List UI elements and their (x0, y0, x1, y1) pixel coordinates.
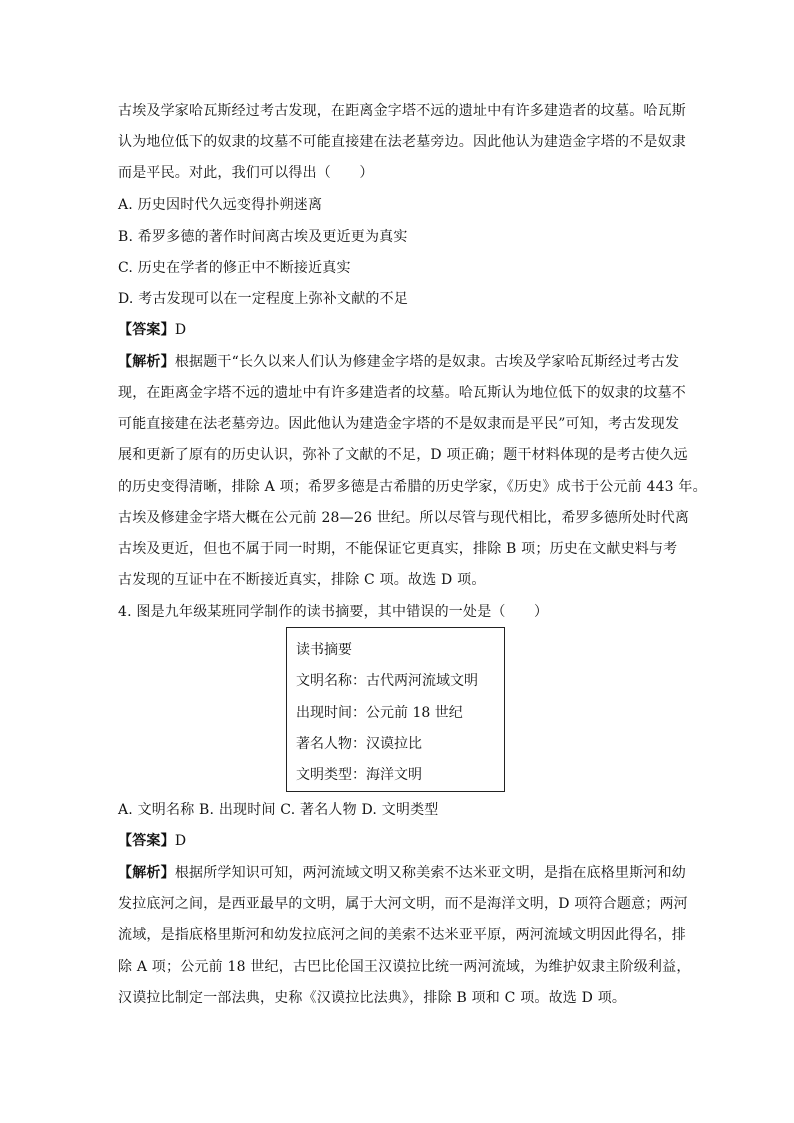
q3-option-d: D. 考古发现可以在一定程度上弥补文献的不足 (118, 291, 409, 307)
q3-option-a: A. 历史因时代久远变得扑朔迷离 (118, 197, 323, 213)
summary-row-name: 文明名称：古代两河流域文明 (296, 673, 478, 689)
analysis-label: 【解析】 (118, 354, 175, 370)
answer-value: D (174, 833, 187, 849)
answer-label: 【答案】 (118, 322, 175, 338)
q3-analysis-line-3: 可能直接建在法老墓旁边。因此他认为建造金字塔的不是奴隶而是平民”可知，考古发现发 (118, 416, 680, 432)
q3-analysis-line-1 (118, 352, 679, 372)
q4-options: A. 文明名称 B. 出现时间 C. 著名人物 D. 文明类型 (118, 802, 439, 818)
q3-stem-line-1: 古埃及学家哈瓦斯经过考古发现，在距离金字塔不远的遗址中有许多建造者的坟墓。哈瓦斯 (118, 103, 686, 119)
analysis-label: 【解析】 (118, 865, 175, 881)
q4-analysis-line-5: 汉谟拉比制定一部法典，史称《汉谟拉比法典》，排除 B 项和 C 项。故选 D 项。 (118, 990, 627, 1006)
q3-answer (118, 320, 186, 340)
q3-analysis-line-6: 古埃及修建金字塔大概在公元前 28—26 世纪。所以尽管与现代相比，希罗多德所处时代离 (118, 510, 690, 526)
q3-analysis-line-4: 展和更新了原有的历史认识，弥补了文献的不足，D 项正确；题干材料体现的是考古使久远 (118, 447, 688, 463)
answer-label: 【答案】 (118, 833, 175, 849)
q3-analysis-line-7: 古埃及更近，但也不属于同一时期，不能保证它更真实，排除 B 项；历史在文献史料与考 (118, 541, 678, 557)
q3-option-b: B. 希罗多德的著作时间离古埃及更近更为真实 (118, 229, 408, 245)
q3-option-c: C. 历史在学者的修正中不断接近真实 (118, 260, 351, 276)
q3-analysis-line-8: 古发现的互证中在不断接近真实，排除 C 项。故选 D 项。 (118, 572, 486, 588)
q4-stem: 4. 图是九年级某班同学制作的读书摘要，其中错误的一处是（ ） (118, 604, 549, 620)
q3-stem-line-3: 而是平民。对此，我们可以得出（ ） (118, 165, 374, 181)
answer-value: D (174, 322, 187, 338)
q4-analysis-line-4: 除 A 项；公元前 18 世纪，古巴比伦国王汉谟拉比统一两河流域，为维护奴隶主阶级利益， (118, 959, 691, 975)
q4-analysis-line-3: 流域，是指底格里斯河和幼发拉底河之间的美索不达米亚平原，两河流域文明因此得名，排 (118, 927, 686, 943)
q4-analysis-line-2: 发拉底河之间，是西亚最早的文明，属于大河文明，而不是海洋文明，D 项符合题意；两河 (118, 896, 688, 912)
analysis-text: 根据所学知识可知，两河流域文明又称美索不达米亚文明，是指在底格里斯河和幼 (174, 865, 687, 881)
q3-stem-line-2: 认为地位低下的奴隶的坟墓不可能直接建在法老墓旁边。因此他认为建造金字塔的不是奴隶 (118, 134, 686, 150)
summary-title: 读书摘要 (296, 642, 352, 658)
q4-answer (118, 831, 186, 851)
summary-row-type: 文明类型：海洋文明 (296, 767, 422, 783)
summary-row-time: 出现时间：公元前 18 世纪 (296, 705, 463, 721)
reading-summary-box (286, 627, 505, 792)
analysis-text: 根据题干“长久以来人们认为修建金字塔的是奴隶。古埃及学家哈瓦斯经过考古发 (174, 354, 680, 370)
summary-row-person: 著名人物：汉谟拉比 (296, 736, 422, 752)
q3-analysis-line-2: 现，在距离金字塔不远的遗址中有许多建造者的坟墓。哈瓦斯认为地位低下的奴隶的坟墓不 (118, 385, 686, 401)
q4-analysis-line-1 (118, 863, 686, 883)
q3-analysis-line-5: 的历史变得清晰，排除 A 项；希罗多德是古希腊的历史学家，《历史》成书于公元前 443 年。 (118, 479, 707, 495)
